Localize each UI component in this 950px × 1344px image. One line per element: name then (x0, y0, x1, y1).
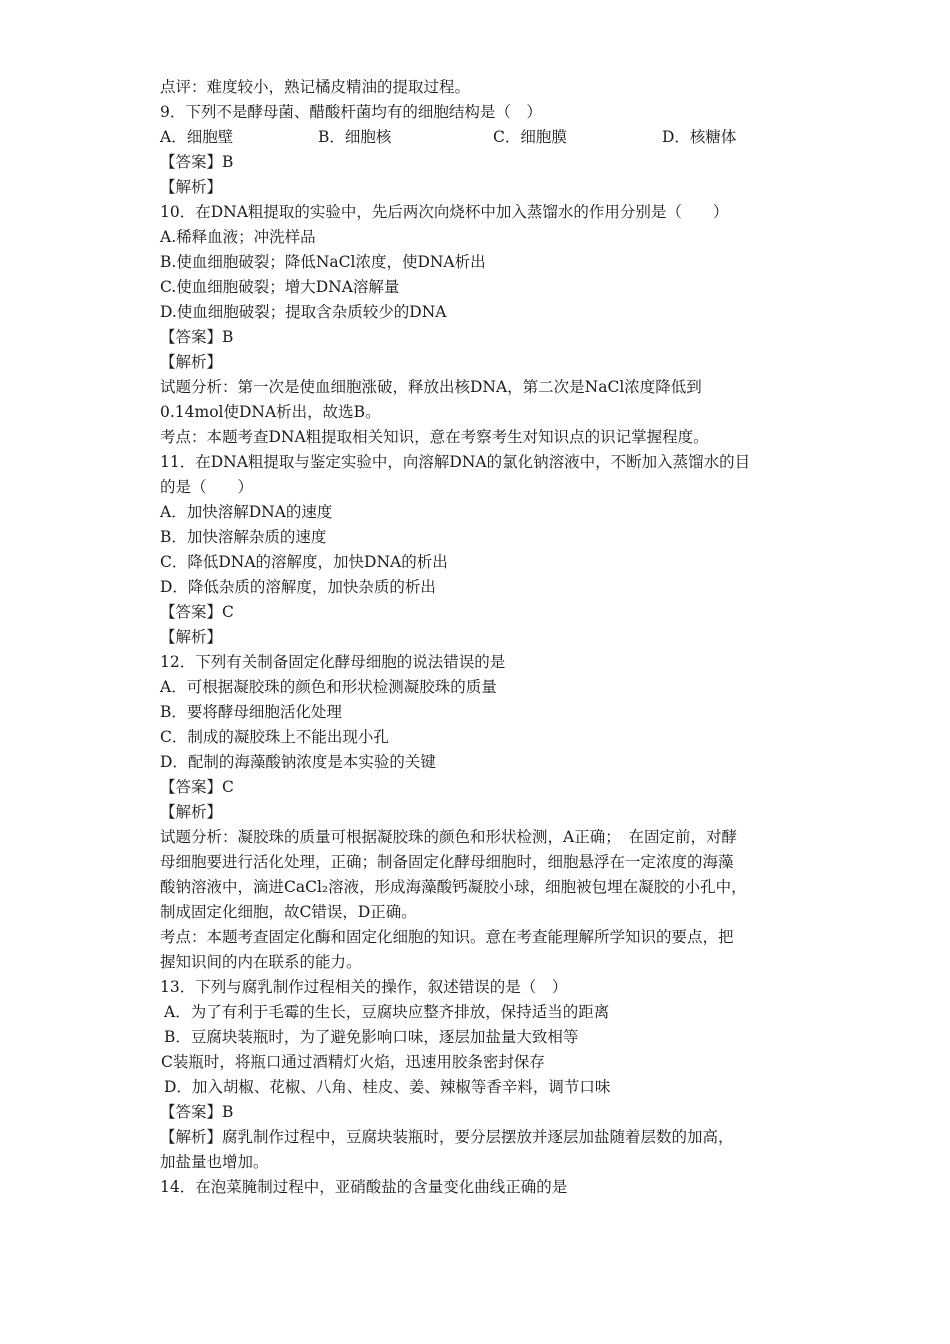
question-11-stem: 11．在DNA粗提取与鉴定实验中，向溶解DNA的氯化钠溶液中，不断加入蒸馏水的目 (160, 453, 751, 471)
option-d: D．加入胡椒、花椒、八角、桂皮、姜、辣椒等香辛料，调节口味 (164, 1078, 611, 1096)
key-point-text: 考点：本题考查固定化酶和固定化细胞的知识。意在考查能理解所学知识的要点，把 (160, 928, 734, 946)
option-c: C．制成的凝胶珠上不能出现小孔 (160, 728, 389, 746)
option-c: C．细胞膜 (493, 128, 567, 146)
option-c: C．降低DNA的溶解度，加快DNA的析出 (160, 553, 448, 571)
analysis-label: 【解析】 (160, 628, 223, 646)
analysis-text: 【解析】腐乳制作过程中，豆腐块装瓶时，要分层摆放并逐层加盐随着层数的加高， (160, 1128, 734, 1146)
question-12-stem: 12．下列有关制备固定化酵母细胞的说法错误的是 (160, 653, 506, 671)
analysis-label: 【解析】 (160, 353, 223, 371)
analysis-text: 0.14mol使DNA析出，故选B。 (160, 403, 381, 421)
option-d: D．核糖体 (662, 128, 737, 146)
question-10-stem: 10．在DNA粗提取的实验中，先后两次向烧杯中加入蒸馏水的作用分别是（ ） (160, 203, 729, 221)
option-b: B．加快溶解杂质的速度 (160, 528, 327, 546)
question-14-stem: 14．在泡菜腌制过程中，亚硝酸盐的含量变化曲线正确的是 (160, 1178, 568, 1196)
answer-label: 【答案】C (160, 778, 234, 796)
option-c: C装瓶时，将瓶口通过酒精灯火焰，迅速用胶条密封保存 (161, 1053, 545, 1071)
analysis-label: 【解析】 (160, 178, 223, 196)
analysis-text: 母细胞要进行活化处理，正确；制备固定化酵母细胞时，细胞悬浮在一定浓度的海藻 (160, 853, 734, 871)
option-d: D.使血细胞破裂；提取含杂质较少的DNA (160, 303, 447, 321)
option-b: B．细胞核 (318, 128, 392, 146)
option-a: A.稀释血液；冲洗样品 (160, 228, 316, 246)
option-b: B．要将酵母细胞活化处理 (160, 703, 342, 721)
option-d: D．降低杂质的溶解度，加快杂质的析出 (160, 578, 436, 596)
text-line: 点评：难度较小，熟记橘皮精油的提取过程。 (160, 78, 471, 96)
option-a: A．可根据凝胶珠的颜色和形状检测凝胶珠的质量 (160, 678, 497, 696)
analysis-text: 试题分析：第一次是使血细胞涨破，释放出核DNA，第二次是NaCl浓度降低到 (160, 378, 702, 396)
question-9-stem: 9．下列不是酵母菌、醋酸杆菌均有的细胞结构是（ ） (160, 103, 542, 121)
option-a: A．为了有利于毛霉的生长，豆腐块应整齐排放，保持适当的距离 (164, 1003, 610, 1021)
option-d: D．配制的海藻酸钠浓度是本实验的关键 (160, 753, 436, 771)
option-b: B．豆腐块装瓶时，为了避免影响口味，逐层加盐量大致相等 (164, 1028, 579, 1046)
answer-label: 【答案】B (160, 1103, 234, 1121)
analysis-label: 【解析】 (160, 803, 223, 821)
analysis-text: 试题分析：凝胶珠的质量可根据凝胶珠的颜色和形状检测，A正确； 在固定前，对酵 (160, 828, 737, 846)
analysis-text: 酸钠溶液中，滴进CaCl₂溶液，形成海藻酸钙凝胶小球，细胞被包埋在凝胶的小孔中， (160, 878, 747, 896)
answer-label: 【答案】C (160, 603, 234, 621)
key-point-text: 考点：本题考查DNA粗提取相关知识，意在考察考生对知识点的识记掌握程度。 (160, 428, 709, 446)
answer-label: 【答案】B (160, 153, 234, 171)
question-11-stem: 的是（ ） (160, 478, 254, 496)
option-b: B.使血细胞破裂；降低NaCl浓度，使DNA析出 (160, 253, 486, 271)
analysis-text: 制成固定化细胞，故C错误，D正确。 (160, 903, 417, 921)
question-13-stem: 13．下列与腐乳制作过程相关的操作，叙述错误的是（ ） (160, 978, 568, 996)
key-point-text: 握知识间的内在联系的能力。 (160, 953, 362, 971)
option-a: A．加快溶解DNA的速度 (160, 503, 333, 521)
option-c: C.使血细胞破裂；增大DNA溶解量 (160, 278, 400, 296)
analysis-text: 加盐量也增加。 (160, 1153, 269, 1171)
answer-label: 【答案】B (160, 328, 234, 346)
option-a: A．细胞壁 (160, 128, 234, 146)
